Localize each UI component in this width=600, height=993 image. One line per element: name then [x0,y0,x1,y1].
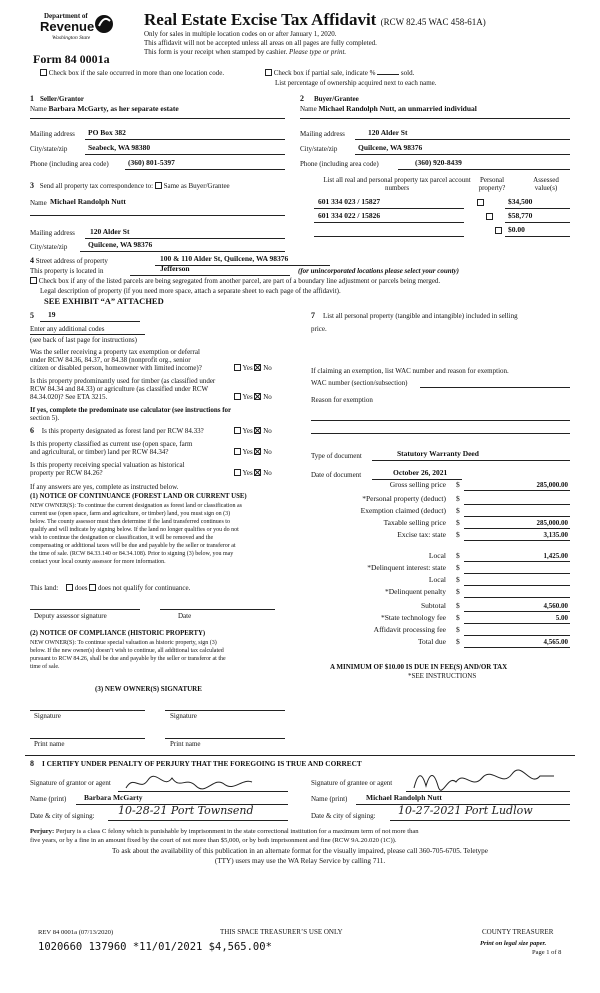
personal-header: Personal property? [478,176,506,193]
section-8-top-line [25,755,575,756]
corr-city-label: City/state/zip [30,243,68,251]
tax-row-dollar-sign: $ [456,518,460,527]
tax-row-dollar-sign: $ [456,587,460,596]
tax-row-label: Taxable selling price [383,518,446,527]
q-current-use-no-checkbox[interactable] [254,448,261,455]
partial-sale-label: Check box if partial sale, indicate % [273,69,376,77]
tax-row-label: Local [428,551,446,560]
seller-city-label: City/state/zip [30,145,68,153]
logo-revenue-text: Revenue [40,19,95,34]
continuance-line: contact your local county assessor for more information. [30,559,166,565]
doc-type-line [372,460,570,461]
street-address[interactable]: 100 & 110 Alder St, Quilcene, WA 98376 [160,254,289,263]
continuance-line: wish to continue the designation or classification, it will be removed and the [30,535,214,541]
tax-row-dollar-sign: $ [456,563,460,572]
q-timber-no-checkbox[interactable] [254,393,261,400]
parcel-1[interactable]: 601 334 023 / 15827 [318,197,381,206]
continuance-line: qualify and will indicate by signing below. If the land no longer qualifies or you do not [30,527,239,533]
tax-row-amount[interactable]: 4,560.00 [543,602,568,610]
grantor-date-city-label: Date & city of signing: [30,812,95,820]
partial-sale-checkbox[interactable] [265,69,272,76]
street-label: Street address of property [35,257,108,265]
q-exemption-a: Was the seller receiving a property tax exemption or deferral [30,348,200,356]
treasurer-only: THIS SPACE TREASURER’S USE ONLY [220,928,343,936]
continuance-line: compensating or additional taxes will be due and payable by the seller or transferor at [30,543,236,549]
corr-name[interactable]: Michael Randolph Nutt [50,197,126,206]
tax-row-line [464,528,570,529]
notice-2: This affidavit will not be accepted unless all areas on all pages are fully completed. [144,39,377,47]
logo-dept-text: Department of [44,12,88,20]
rev-number: REV 84 0001a (07/13/2020) [38,929,114,936]
tax-row-amount[interactable]: 5.00 [555,614,568,622]
segregated-checkbox[interactable] [30,277,37,284]
corr-mailing-label: Mailing address [30,229,75,237]
segregated-check [30,277,440,285]
tax-row-dollar-sign: $ [456,551,460,560]
q-timber-answer [234,393,272,401]
tax-row-dollar-sign: $ [456,575,460,584]
seller-phone-label: Phone (including area code) [30,160,109,168]
deputy-date-label: Date [178,612,192,620]
parcel-2[interactable]: 601 334 022 / 15826 [318,211,381,220]
same-as-buyer-checkbox[interactable] [155,182,162,189]
located-label: This property is located in [30,267,104,275]
corr-mailing-line [85,238,285,239]
assessed-header: Assessed value(s) [533,176,559,193]
section-3-row [30,181,230,190]
new-owner-sig-title: (3) NEW OWNER(S) SIGNATURE [95,685,202,693]
tax-row-dollar-sign: $ [456,480,460,489]
buyer-phone[interactable]: (360) 920-8439 [415,158,462,167]
grantee-sig-line [406,791,570,792]
perjury-text-a: Perjury is a class C felony which is punishable by imprisonment in the state correctional institution for a maximum term of not more than [55,828,419,835]
sold-label: sold. [400,69,415,77]
buyer-city[interactable]: Quilcene, WA 98376 [358,143,423,152]
grantor-sig-label: Signature of grantor or agent [30,779,111,787]
q-current-use-a: Is this property classified as current use (open space, farm [30,440,193,448]
section-1-title: Seller/Grantor [40,95,84,103]
continuance-line: below. The county assessor must then determine if the land transferred continues to [30,519,230,525]
q-exemption-yes-checkbox[interactable] [234,364,241,371]
grantor-sig-line [118,791,288,792]
deputy-date-line [160,609,275,610]
yes-label: Yes [242,393,253,401]
doc-date-label: Date of document [311,471,362,479]
print-name-label-1: Print name [34,740,65,748]
list-personal-a: List all personal property (tangible and intangible) included in selling [323,312,518,320]
perjury-a [30,828,419,836]
assessed-1[interactable]: $34,500 [508,197,533,206]
seller-city[interactable]: Seabeck, WA 98380 [88,143,151,152]
tax-row-line [464,597,570,598]
continuance-line: the time of sale. (RCW 84.33.140 or 84.34.108). Prior to signing (3) below, you may [30,551,234,557]
yes-label: Yes [242,364,253,372]
tax-row-label: *State technology fee [381,613,446,622]
yes-label: Yes [242,469,253,477]
tax-row-line [464,490,570,491]
alt-format-b: (TTY) users may use the WA Relay Service by calling 711. [214,857,386,865]
exemption-claim-label: If claiming an exemption, list WAC number and reason for exemption. [311,367,509,375]
tax-row-label: Local [428,575,446,584]
tax-row-amount[interactable]: 3,135.00 [543,531,568,539]
tax-row-line [464,635,570,636]
grantee-date-line [390,820,570,821]
doc-type[interactable]: Statutory Warranty Deed [397,449,479,458]
q-forest-answer [234,427,272,435]
county-treasurer: COUNTY TREASURER [482,928,554,936]
assessed-2-line [505,222,570,223]
seller-phone[interactable]: (360) 801-5397 [128,158,175,167]
buyer-phone-label: Phone (including area code) [300,160,379,168]
seller-name-line [30,118,285,119]
print-name-line-1 [30,738,145,739]
multi-location-checkbox[interactable] [40,69,47,76]
form-title-rcw: (RCW 82.45 WAC 458-61A) [380,17,486,27]
reason-line-2 [311,433,570,434]
tax-row-label: Affidavit processing fee [373,625,446,634]
no-label: No [263,427,272,435]
alt-format-a: To ask about the availability of this publication in an alternate format for the visually impaired, please call 360-705-6705. Teletype [112,847,488,855]
personal-1-checkbox[interactable] [477,199,484,206]
does-not-label: does not qualify for continuance. [98,584,191,592]
tax-row-dollar-sign: $ [456,637,460,646]
yes-label: Yes [242,427,253,435]
correspondence-label: Send all property tax correspondence to: [39,182,154,190]
form-number: Form 84 0001a [33,52,110,66]
q-historic-a: Is this property receiving special valuation as historical [30,461,185,469]
tax-row-label: Gross selling price [389,480,446,489]
no-label: No [263,364,272,372]
signature-label-1: Signature [34,712,61,720]
form-title [144,10,486,30]
reason-label: Reason for exemption [311,396,373,404]
continuance-line: current use (open space, farm and agriculture, or timber) land, you must sign on (3) [30,511,231,517]
new-owner-sig-line-1 [30,710,145,711]
corr-city-line [80,251,285,252]
no-label: No [263,448,272,456]
tax-row-line [464,516,570,517]
personal-2-checkbox[interactable] [486,213,493,220]
q-exemption-b: under RCW 84.36, 84.37, or 84.38 (nonprofit org., senior [30,356,191,364]
doc-date[interactable]: October 26, 2021 [393,468,448,477]
tax-row-dollar-sign: $ [456,506,460,515]
print-name-label-2: Print name [170,740,201,748]
parcel-header: List all real and personal property tax parcel account numbers [323,176,471,193]
unincorporated-note: (for unincorporated locations please select your county) [298,267,459,275]
grantee-signature-icon [412,768,557,792]
does-checkbox[interactable] [66,584,73,591]
tax-row-label: Exemption claimed (deduct) [360,506,446,515]
buyer-mailing-line [355,139,570,140]
form-title-text: Real Estate Excise Tax Affidavit [144,10,377,29]
q-historic-answer [234,469,272,477]
buyer-city-label: City/state/zip [300,145,338,153]
historic-line: NEW OWNER(S): To continue special valuation as historic property, sign (3) [30,640,217,646]
section-8-num: 8 [30,759,34,768]
tax-row-label: Excise tax: state [397,530,446,539]
segregated-label: Check box if any of the listed parcels are being segregated from another parcel, are part of a boundary line adjustment or parcels being merged. [38,277,441,285]
exhibit-text[interactable]: SEE EXHIBIT “A” ATTACHED [44,296,164,306]
revenue-logo [38,12,116,46]
buyer-phone-line [398,169,570,170]
historic-line: pursuant to RCW 84.26, shall be due and payable by the seller or transferor at the [30,656,226,662]
additional-codes-line [30,334,145,335]
section-7-num: 7 [311,311,315,320]
grantor-signature[interactable] [124,772,254,798]
page-number: Page 1 of 8 [532,949,562,956]
reason-line [311,420,570,421]
q-exemption-c: citizen or disabled person, homeowner with limited income)? [30,364,202,372]
grantor-date-line [108,820,288,821]
see-instructions: *SEE INSTRUCTIONS [408,672,477,680]
located-county[interactable]: Jefferson [160,264,190,273]
tax-row-dollar-sign: $ [456,601,460,610]
seller-mailing[interactable]: PO Box 382 [88,128,126,137]
partial-sale-pct-field[interactable] [377,74,399,75]
section-2-title: Buyer/Grantee [314,95,359,103]
section-5-num: 5 [30,311,34,320]
corr-name-line [30,215,285,216]
tax-row-line [464,611,570,612]
seller-city-line [85,154,285,155]
section-1-num: 1 [30,94,34,103]
grantee-name[interactable]: Michael Randolph Nutt [366,793,442,802]
seller-name-row [30,105,179,114]
seller-mailing-line [85,139,285,140]
notice-3-italic: Please type or print. [289,48,347,56]
multi-location-label: Check box if the sale occurred in more than one location code. [48,69,225,77]
logo-state-text: Washington State [52,35,91,41]
tax-row-amount[interactable]: 285,000.00 [536,519,568,527]
seller-phone-line [125,169,285,170]
q-forest-label: Is this property designated as forest land per RCW 84.33? [41,427,204,435]
doc-type-label: Type of document [311,452,362,460]
section-5-code-line [40,321,140,322]
if-yes-note: If any answers are yes, complete as instructed below. [30,483,179,491]
grantee-sig-label: Signature of grantee or agent [311,779,393,787]
wac-number-label: WAC number (section/subsection) [311,379,408,387]
partial-sale-check [265,69,414,77]
tax-row-dollar-sign: $ [456,625,460,634]
assessed-2[interactable]: $58,770 [508,211,533,220]
personal-3-checkbox[interactable] [495,227,502,234]
tax-row-line [464,540,570,541]
grantee-date-city-label: Date & city of signing: [311,812,376,820]
tax-row-line [464,623,570,624]
q-historic-yes-checkbox[interactable] [234,469,241,476]
seller-name-label: Name [30,105,47,113]
buyer-name-row [300,105,477,114]
section-4-row [30,256,108,265]
notice-1: Only for sales in multiple location codes on or after January 1, 2020. [144,30,337,38]
corr-city[interactable]: Quilcene, WA 98376 [88,240,153,249]
q-timber-b: RCW 84.34 and 84.33) or agriculture (as classified under RCW [30,385,209,393]
tax-row-line [464,561,570,562]
historic-line: time of sale. [30,664,60,670]
yes-label: Yes [242,448,253,456]
tax-row-line [464,647,570,648]
tax-row-dollar-sign: $ [456,613,460,622]
buyer-mailing[interactable]: 120 Alder St [368,128,408,137]
tax-row-label: *Delinquent interest: state [367,563,446,572]
q-exemption-answer [234,364,272,372]
county-line [130,275,290,276]
section-5-code[interactable]: 19 [48,310,56,319]
section-6-num: 6 [30,426,34,435]
no-label: No [263,393,272,401]
q-timber-c: 84.34.020)? See ETA 3215. [30,393,108,401]
tax-row-amount[interactable]: 1,425.00 [543,552,568,560]
q-current-use-b: and agricultural, or timber) land per RCW 84.34? [30,448,169,456]
tax-row-dollar-sign: $ [456,530,460,539]
legal-size-note: Print on legal size paper. [480,940,547,947]
same-as-buyer-label: Same as Buyer/Grantee [163,182,230,190]
grantee-date-city[interactable]: 10-27-2021 Port Ludlow [398,804,533,817]
list-personal-b: price. [311,325,327,333]
this-land-label: This land: [30,584,59,592]
see-back-label: (see back of last page for instructions) [30,336,137,344]
tax-row-line [464,573,570,574]
multi-location-check [40,69,224,77]
buyer-name[interactable]: Michael Randolph Nutt, an unmarried individual [318,104,477,113]
list-pct-note: List percentage of ownership acquired next to each name. [275,79,437,87]
perjury-b: five years, or by a fine in an amount fixed by the court of not more than $5,000, or by both imprisonment and fine (RCW 9A.20.020 (1C)). [30,837,397,844]
parcel-2-line [314,222,464,223]
seller-mailing-label: Mailing address [30,130,75,138]
q-timber-yes-checkbox[interactable] [234,393,241,400]
q-forest-yes-checkbox[interactable] [234,427,241,434]
does-label: does [74,584,88,592]
minimum-notice: A MINIMUM OF $10.00 IS DUE IN FEE(S) AND/OR TAX [330,663,508,671]
buyer-city-line [355,154,570,155]
assessed-1-line [505,208,570,209]
notice-3-text: This form is your receipt when stamped by cashier. [144,48,288,56]
q-current-use-yes-checkbox[interactable] [234,448,241,455]
tax-row-label: *Personal property (deduct) [362,494,446,503]
buyer-name-label: Name [300,105,317,113]
section-2-num: 2 [300,94,304,103]
does-not-checkbox[interactable] [89,584,96,591]
continuance-title: (1) NOTICE OF CONTINUANCE (FOREST LAND OR CURRENT USE) [30,493,247,500]
q-historic-no-checkbox[interactable] [254,469,261,476]
perjury-label: Perjury: [30,828,55,835]
continuance-line: NEW OWNER(S): To continue the current designation as forest land or classification as [30,503,242,509]
this-land-row [30,584,190,592]
grantor-name[interactable]: Barbara McGarty [84,793,143,802]
predominate-b: section 5). [30,414,60,422]
section-4-num: 4 [30,256,34,265]
grantee-name-label: Name (print) [311,795,348,803]
q-current-use-answer [234,448,272,456]
new-owner-sig-line-2 [165,710,285,711]
notice-3 [144,48,346,56]
predominate-a: If yes, complete the predominate use calculator (see instructions for [30,406,232,414]
assessed-3-line [505,236,570,237]
grantor-name-label: Name (print) [30,795,67,803]
print-name-line-2 [165,738,285,739]
corr-mailing[interactable]: 120 Alder St [90,227,130,236]
no-label: No [263,469,272,477]
corr-name-label: Name [30,199,47,207]
historic-title: (2) NOTICE OF COMPLIANCE (HISTORIC PROPERTY) [30,630,206,637]
parcel-1-line [314,208,464,209]
certify-text: I CERTIFY UNDER PENALTY OF PERJURY THAT THE FOREGOING IS TRUE AND CORRECT [42,759,362,768]
legal-desc-label: Legal description of property (if you need more space, attach a separate sheet to each page of the affidavit). [40,287,341,295]
assessed-3[interactable]: $0.00 [508,225,525,234]
treasurer-stamp: 1020660 137960 *11/01/2021 $4,565.00* [38,941,272,953]
historic-body [30,639,226,671]
additional-codes-label: Enter any additional codes [30,325,105,333]
tax-row-label: *Delinquent penalty [384,587,446,596]
historic-line: below. If the new owner(s) doesn’t wish to continue, all additional tax calculated [30,648,224,654]
tax-row-label: Total due [417,637,446,646]
q-historic-b: property per RCW 84.26? [30,469,103,477]
section-3-num: 3 [30,181,34,190]
q-forest-no-checkbox[interactable] [254,427,261,434]
q-timber-a: Is this property predominantly used for timber (as classified under [30,377,216,385]
wa-swoosh-icon [94,12,114,36]
q-exemption-no-checkbox[interactable] [254,364,261,371]
grantor-date-city[interactable]: 10-28-21 Port Townsend [118,804,254,817]
tax-row-amount[interactable]: 4,565.00 [543,638,568,646]
section-6-q1 [30,426,204,435]
wac-number-line [420,387,570,388]
tax-row-dollar-sign: $ [456,494,460,503]
tax-row-amount[interactable]: 285,000.00 [536,481,568,489]
tax-row-label: Subtotal [420,601,446,610]
buyer-mailing-label: Mailing address [300,130,345,138]
deputy-sig-line [30,609,140,610]
seller-name[interactable]: Barbara McGarty, as her separate estate [48,104,179,113]
parcel-3-line [314,236,464,237]
deputy-sig-label: Deputy assessor signature [34,612,107,620]
signature-label-2: Signature [170,712,197,720]
buyer-name-line [300,118,570,119]
tax-row-line [464,585,570,586]
tax-row-line [464,504,570,505]
continuance-body [30,502,242,566]
